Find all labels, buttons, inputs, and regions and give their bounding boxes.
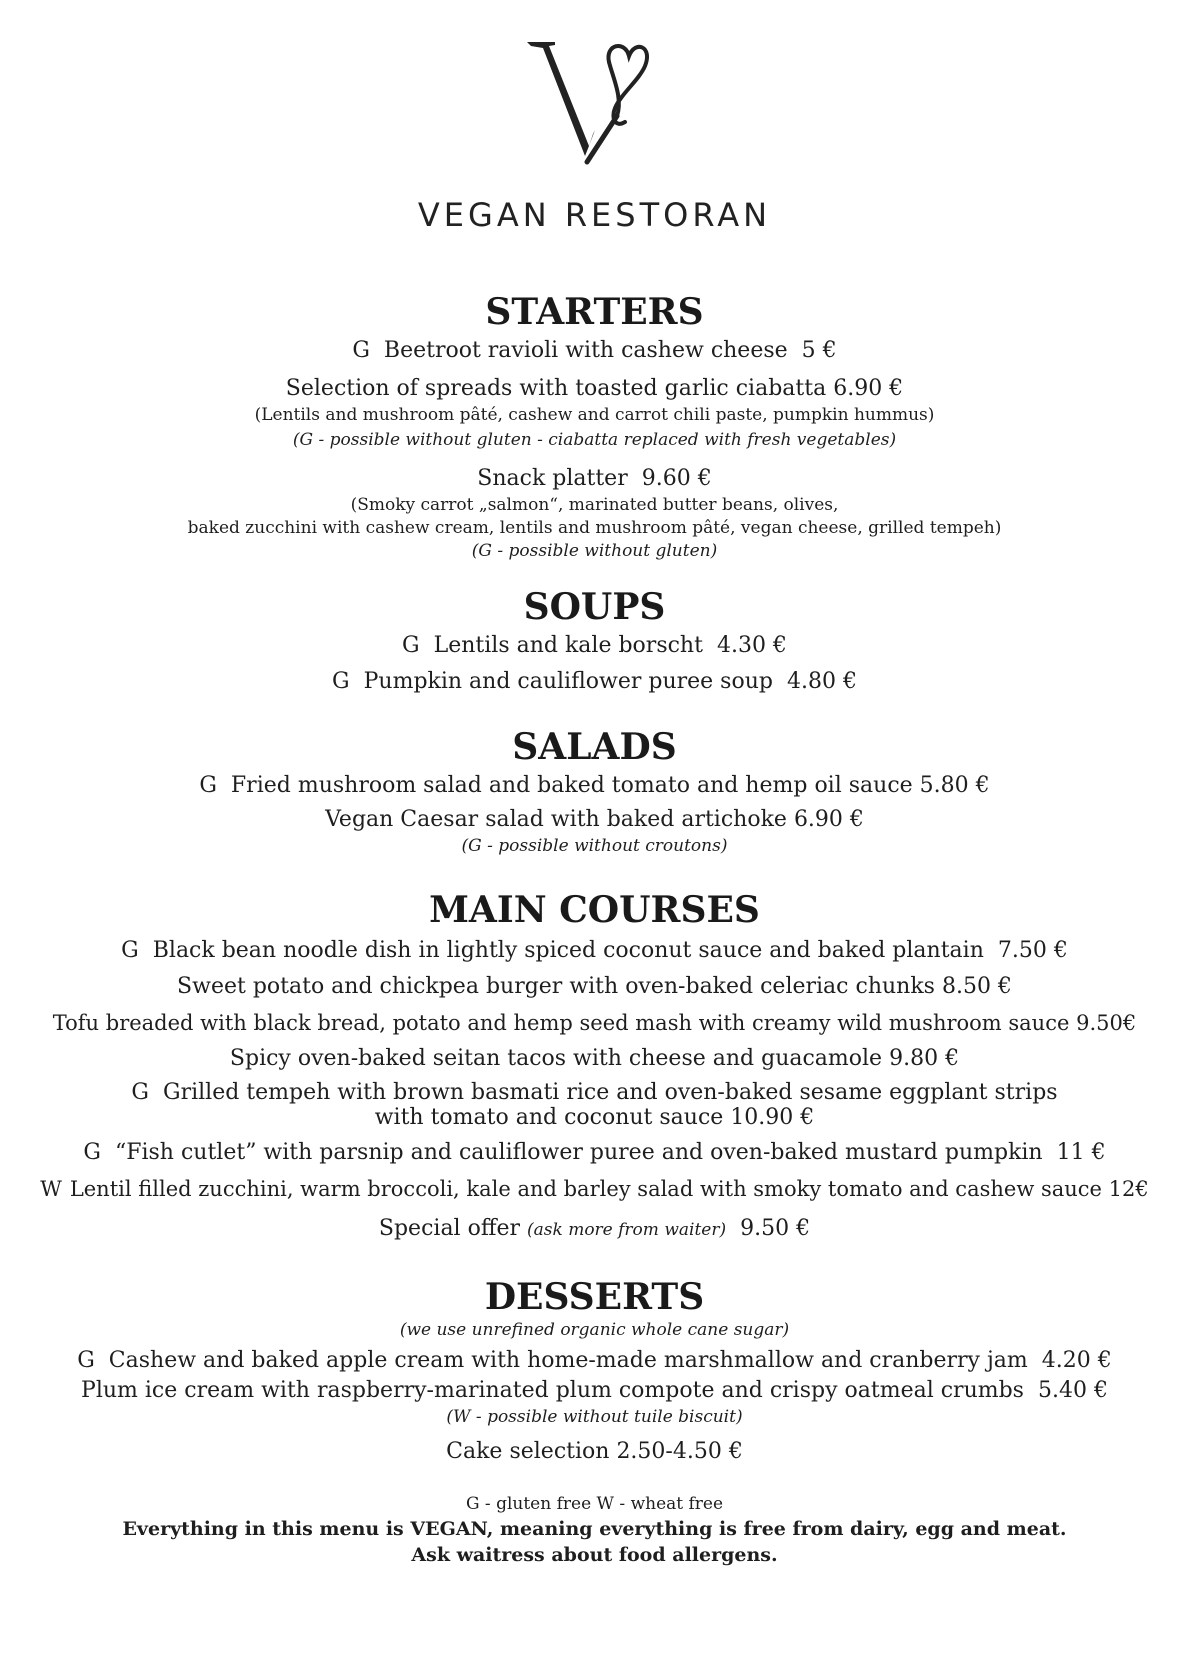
menu-item	[0, 805, 1189, 835]
item-name: “Fish cutlet” with parsnip and cauliflower puree and oven-baked mustard pumpkin	[114, 1140, 1043, 1165]
menu-item	[0, 1174, 1189, 1204]
item-price: 9.60 €	[641, 466, 712, 491]
menu-item	[0, 1008, 1189, 1038]
section-title-main-courses: MAIN COURSES	[429, 889, 760, 931]
item-price: 9.50€	[1076, 1011, 1137, 1035]
item-name: Cake selection	[446, 1439, 610, 1464]
salads-section	[0, 725, 1189, 858]
item-price: 4.20 €	[1041, 1348, 1112, 1373]
item-name: Sweet potato and chickpea burger with oven-baked celeriac chunks	[177, 974, 935, 999]
item-name: Grilled tempeh with brown basmati rice and oven-baked sesame eggplant strips	[163, 1080, 1058, 1105]
footer	[0, 1493, 1189, 1568]
item-price: 7.50 €	[997, 938, 1068, 963]
diet-code: G	[332, 669, 350, 694]
section-subtitle: (we use unrefined organic whole cane sugar)	[399, 1320, 790, 1340]
item-price: 5.40 €	[1037, 1378, 1108, 1403]
main-courses-section	[0, 888, 1189, 1245]
item-price: 10.90 €	[730, 1105, 815, 1130]
item-name: Pumpkin and cauliflower puree soup	[363, 669, 773, 694]
menu-item	[0, 1346, 1189, 1376]
vegan-statement: Everything in this menu is VEGAN, meaning everything is free from dairy, egg and meat.	[122, 1518, 1067, 1540]
item-name: Lentils and kale borscht	[433, 633, 703, 658]
item-note: (G - possible without croutons)	[461, 836, 728, 856]
item-description: (Lentils and mushroom pâté, cashew and carrot chili paste, pumpkin hummus)	[254, 405, 935, 425]
menu-item	[0, 1437, 1189, 1467]
item-note: (ask more from waiter)	[527, 1220, 727, 1240]
item-price: 11 €	[1056, 1140, 1106, 1165]
item-name: Beetroot ravioli with cashew cheese	[383, 338, 788, 363]
menu-item	[0, 1138, 1189, 1168]
item-note: (G - possible without gluten - ciabatta replaced with fresh vegetables)	[292, 430, 897, 450]
item-description: baked zucchini with cashew cream, lentils and mushroom pâté, vegan cheese, grilled tempeh)	[187, 518, 1002, 538]
menu-item	[0, 667, 1189, 697]
item-name: Black bean noodle dish in lightly spiced coconut sauce and baked plantain	[152, 938, 984, 963]
item-name: Selection of spreads with toasted garlic ciabatta	[285, 376, 827, 401]
item-price: 6.90 €	[793, 807, 864, 832]
item-price: 9.80 €	[889, 1046, 960, 1071]
allergen-note: Ask waitress about food allergens.	[411, 1544, 778, 1566]
item-name: Snack platter	[477, 466, 628, 491]
diet-code: G	[83, 1140, 101, 1165]
starters-section	[0, 290, 1189, 563]
item-name: Fried mushroom salad and baked tomato and hemp oil sauce	[230, 773, 913, 798]
item-price: 9.50 €	[740, 1216, 811, 1241]
item-price: 4.80 €	[786, 669, 857, 694]
diet-legend: G - gluten free W - wheat free	[465, 1494, 724, 1514]
item-price: 5.80 €	[919, 773, 990, 798]
diet-code: G	[352, 338, 370, 363]
item-name: Special offer	[378, 1216, 520, 1241]
desserts-section	[0, 1275, 1189, 1467]
v-heart-logo-icon	[525, 38, 665, 170]
item-name: Tofu breaded with black bread, potato and hemp seed mash with creamy wild mushroom sauce	[52, 1011, 1070, 1035]
menu-item	[0, 936, 1189, 966]
item-price: 12€	[1108, 1177, 1149, 1201]
menu-item	[0, 1214, 1189, 1245]
item-name: Plum ice cream with raspberry-marinated plum compote and crispy oatmeal crumbs	[81, 1378, 1024, 1403]
diet-code: G	[121, 938, 139, 963]
item-name: Lentil filled zucchini, warm broccoli, kale and barley salad with smoky tomato and cashew sauce	[69, 1177, 1102, 1201]
item-name: Spicy oven-baked seitan tacos with cheese and guacamole	[229, 1046, 883, 1071]
section-title-soups: SOUPS	[523, 586, 666, 628]
menu-item	[0, 1376, 1189, 1406]
item-note: (G - possible without gluten)	[471, 541, 718, 561]
item-name: Cashew and baked apple cream with home-made marshmallow and cranberry jam	[108, 1348, 1028, 1373]
menu-item	[0, 464, 1189, 494]
item-price: 5 €	[801, 338, 837, 363]
diet-code: G	[402, 633, 420, 658]
menu-item	[0, 1080, 1189, 1105]
logo	[0, 38, 1189, 170]
menu-item	[0, 336, 1189, 366]
item-name: with tomato and coconut sauce	[374, 1105, 724, 1130]
section-title-salads: SALADS	[512, 726, 677, 768]
item-price: 4.30 €	[716, 633, 787, 658]
diet-code: G	[131, 1080, 149, 1105]
section-title-starters: STARTERS	[485, 291, 704, 333]
diet-code: G	[77, 1348, 95, 1373]
diet-code: W	[40, 1177, 62, 1201]
item-note: (W - possible without tuile biscuit)	[446, 1407, 743, 1427]
menu-content	[0, 290, 1189, 1568]
restaurant-name: VEGAN RESTORAN	[417, 196, 772, 234]
item-description: (Smoky carrot „salmon“, marinated butter beans, olives,	[350, 495, 839, 515]
item-name: Vegan Caesar salad with baked artichoke	[325, 807, 787, 832]
menu-item	[0, 631, 1189, 661]
item-price: 8.50 €	[941, 974, 1012, 999]
diet-code: G	[199, 773, 217, 798]
section-title-desserts: DESSERTS	[484, 1276, 705, 1318]
menu-item	[0, 771, 1189, 801]
soups-section	[0, 585, 1189, 697]
item-price: 2.50-4.50 €	[616, 1439, 743, 1464]
item-price: 6.90 €	[833, 376, 904, 401]
menu-item-continued	[0, 1105, 1189, 1130]
menu-item	[0, 972, 1189, 1002]
menu-item	[0, 374, 1189, 404]
menu-item	[0, 1044, 1189, 1074]
